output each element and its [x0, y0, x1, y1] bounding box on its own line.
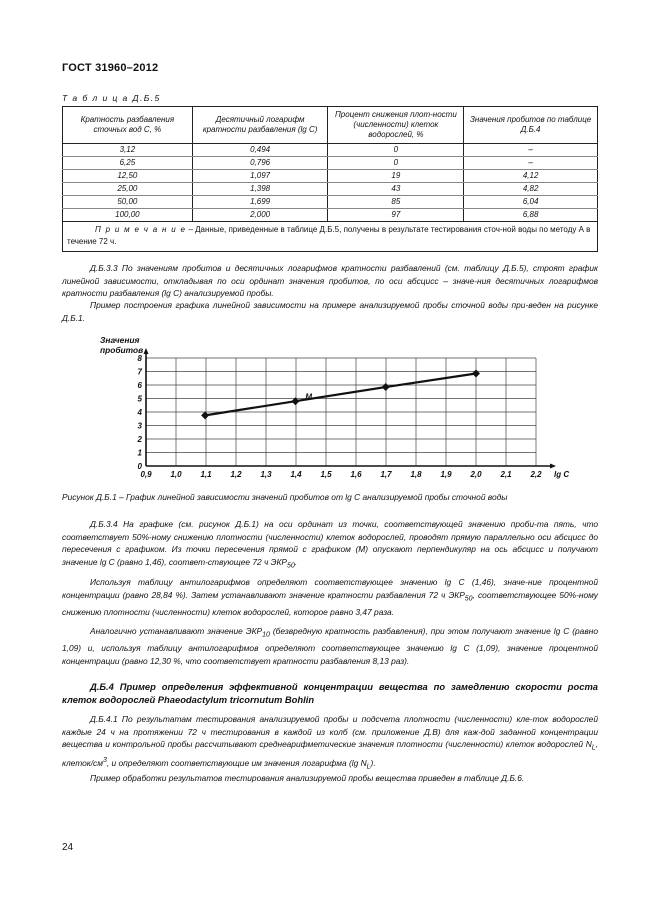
x-tick-label: 1,4 — [290, 470, 302, 479]
x-tick-label: 1,7 — [380, 470, 392, 479]
table-row — [63, 170, 598, 183]
subscript: 50 — [464, 595, 473, 603]
table-cell: 3,12 — [63, 144, 193, 157]
table-cell: 0,796 — [192, 157, 328, 170]
table-cell: 6,25 — [63, 157, 193, 170]
table-caption: Т а б л и ц а Д.Б.5 — [62, 93, 161, 103]
paragraph-text: , соответствующее 50%-ному снижению плотности (численности) клеток водорослей, которое равно 3,47 раза. — [62, 589, 598, 617]
data-point — [382, 383, 390, 391]
table-cell: 0 — [328, 157, 464, 170]
table-header-cell: Процент снижения плот-ности (численности) клеток водорослей, % — [328, 107, 464, 144]
annotation-label: M — [305, 392, 312, 402]
page-number: 24 — [62, 842, 74, 853]
y-tick-label: 8 — [137, 354, 142, 363]
table-cell: 4,82 — [464, 183, 598, 196]
y-tick-label: 3 — [137, 421, 142, 431]
x-tick-label: 1,0 — [170, 470, 182, 479]
table-cell: 19 — [328, 170, 464, 183]
x-tick-label: 1,3 — [260, 470, 272, 479]
table-note-label: П р и м е ч а н и е — [95, 225, 187, 234]
y-tick-label: 7 — [137, 367, 142, 377]
table-cell: 43 — [328, 183, 464, 196]
y-axis-arrow — [144, 348, 149, 354]
table-cell: 6,04 — [464, 196, 598, 209]
subscript: 10 — [262, 631, 270, 639]
x-tick-label: 2,0 — [470, 470, 482, 479]
superscript: 3 — [103, 757, 107, 765]
x-tick-label: 1,2 — [230, 470, 242, 479]
y-tick-label: 5 — [137, 394, 142, 404]
x-axis-arrow — [550, 464, 556, 469]
y-tick-label: 0 — [137, 462, 142, 471]
table-header-cell: Значения пробитов по таблице Д.Б.4 — [464, 107, 598, 144]
table-cell: 12,50 — [63, 170, 193, 183]
paragraph-text: (безвредную кратность разбавления), при этом получают значение lg C (равно 1,09) и, используя таблицу антилогарифмов определяют соответствующее значению lg C (1,09), значение процентной концентрации (равно 12,30 %, что соответствует кратности разбавления 8,13 раз). — [62, 626, 598, 666]
paragraph-text: Д.Б.4.1 По результатам тестирования анализируемой пробы и подсчета плотности (численности) кле-ток водорослей каждые 24 ч на протяжении 72 ч тестирования в каждой из колб (см. приложение Д.В) для каж-дой заданной концентрации вещества и контрольной пробы рассчитывают среднеарифметические значения плотности (численности) клеток водорослей N — [62, 714, 598, 749]
paragraph-text: Аналогично устанавливают значение ЭКР — [90, 626, 263, 636]
data-point — [291, 397, 299, 405]
paragraph-db33: Д.Б.3.3 По значениям пробитов и десятичных логарифмов кратности разбавлений (см. таблицу Д.Б.5), строят график линейной зависимости, откладывая по оси ординат значения пробитов, по оси абсцисс – значе-ния десятичных логарифмов кратности разбавления (lg C) анализируемой пробы. — [62, 263, 598, 298]
table-cell: 25,00 — [63, 183, 193, 196]
table-cell: 2,000 — [192, 209, 328, 222]
y-tick-label: 4 — [137, 408, 142, 417]
table-cell: 6,88 — [464, 209, 598, 222]
table-cell: 1,097 — [192, 170, 328, 183]
table-cell: 85 — [328, 196, 464, 209]
table-header-row — [63, 107, 598, 144]
y-axis-label: пробитов — [100, 345, 144, 355]
paragraph-text: . — [294, 556, 298, 567]
paragraph-text: Используя таблицу антилогарифмов определяют соответствующее значению lg C (1,46), значе-ние процентной концентрации (равно 28,84 %). Затем устанавливают значение кратности разбавления 72 ч ЭКР — [62, 577, 598, 600]
x-axis-label: lg C — [554, 470, 570, 479]
x-tick-label: 1,8 — [410, 470, 422, 479]
table-row — [63, 209, 598, 222]
data-point — [201, 411, 209, 419]
paragraph-db41 — [62, 713, 598, 774]
table-cell: 100,00 — [63, 209, 193, 222]
x-tick-label: 1,9 — [440, 470, 452, 479]
table-row — [63, 157, 598, 170]
subscript: L — [591, 744, 596, 752]
data-table — [62, 106, 598, 252]
subscript: 50 — [287, 562, 295, 570]
y-axis-label: Значения — [100, 335, 140, 345]
table-cell: 4,12 — [464, 170, 598, 183]
section-title: Д.Б.4 Пример определения эффективной концентрации вещества по замедлению скорости роста клеток водорослей Phaeodactylum tricornutum Bohlin — [62, 681, 598, 705]
subscript: L — [366, 763, 371, 771]
table-header-cell: Десятичный логарифм кратности разбавления (lg C) — [192, 107, 328, 144]
paragraph-antilog — [62, 576, 598, 618]
y-tick-label: 1 — [137, 448, 142, 458]
table-cell: 1,398 — [192, 183, 328, 196]
table-cell: 97 — [328, 209, 464, 222]
table-cell: – — [464, 157, 598, 170]
document-header: ГОСТ 31960–2012 — [62, 62, 159, 74]
table-cell: – — [464, 144, 598, 157]
table-cell: 0 — [328, 144, 464, 157]
x-tick-label: 2,1 — [500, 470, 512, 479]
x-tick-label: 2,2 — [530, 470, 542, 479]
table-cell: 0,494 — [192, 144, 328, 157]
x-tick-label: 1,6 — [350, 470, 362, 479]
table-cell: 1,699 — [192, 196, 328, 209]
paragraph-text: Д.Б.3.4 На графике (см. рисунок Д.Б.1) на оси ординат из точки, соответствующей значению проби-та пять, что соответствует 50%-ному снижению плотности (численности) клеток водорослей, проводят прямую параллельно оси абсцисс до пересечения с графиком. Из точки пересечения прямой с графиком (M) опускают перпендикуляр на ось абсцисс и получают значение lg C (равно 1,46), соответ-ствующее 72 ч ЭКР — [62, 519, 598, 567]
table-note — [63, 222, 598, 252]
paragraph-text: , и определяют соответствующие им значения логарифма (lg N — [106, 757, 367, 768]
x-tick-label: 1,5 — [320, 470, 332, 479]
x-tick-label: 1,1 — [200, 470, 212, 479]
paragraph-text: ). — [370, 757, 376, 768]
data-point — [472, 370, 480, 378]
table-row — [63, 183, 598, 196]
series-line — [205, 374, 476, 416]
paragraph-figure-ref: Пример построения графика линейной зависимости на примере анализируемой пробы сточной воды при-веден на рисунке Д.Б.1. — [62, 300, 598, 323]
paragraph-ekr10 — [62, 625, 598, 667]
figure-caption: Рисунок Д.Б.1 – График линейной зависимости значений пробитов от lg C анализируемой пробы сточной воды — [62, 492, 508, 502]
table-note-text: – Данные, приведенные в таблице Д.Б.5, получены в результате тестирования сточ-ной воды по методу А в течение 72 ч. — [67, 225, 591, 246]
table-row — [63, 144, 598, 157]
x-tick-label: 0,9 — [140, 470, 152, 479]
table-row — [63, 196, 598, 209]
table-note-row — [63, 222, 598, 252]
table-cell: 50,00 — [63, 196, 193, 209]
y-tick-label: 6 — [137, 381, 142, 390]
table-header-cell: Кратность разбавления сточных вод C, % — [63, 107, 193, 144]
y-tick-label: 2 — [137, 435, 142, 444]
paragraph-db34 — [62, 518, 598, 573]
paragraph-db6-ref: Пример обработки результатов тестирования анализируемой пробы вещества приведен в таблице Д.Б.6. — [90, 773, 525, 783]
paragraph-text: , клеток/см — [62, 739, 598, 768]
